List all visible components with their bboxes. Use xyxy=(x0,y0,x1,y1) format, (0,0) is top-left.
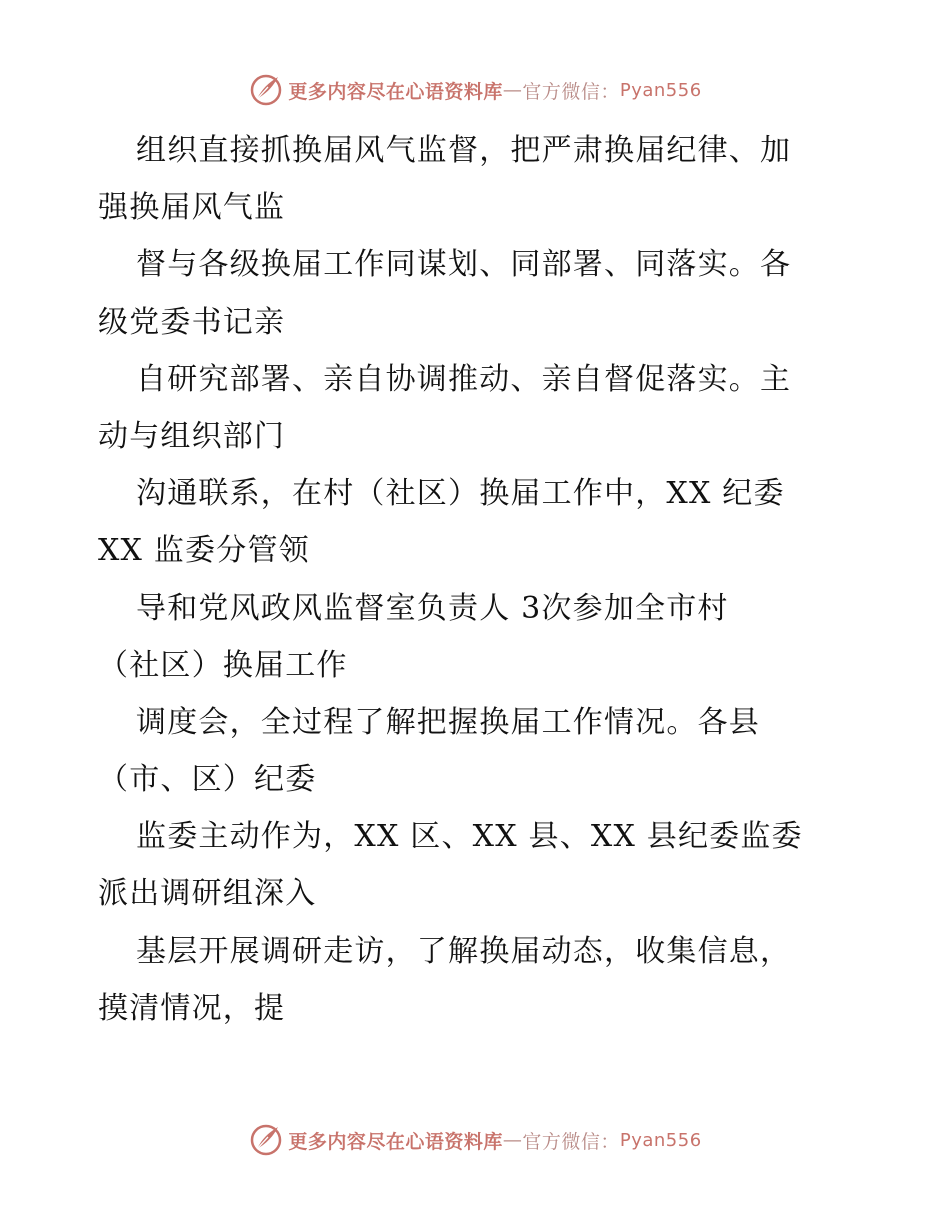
body-line-1: 组织直接抓换届风气监督，把严肃换届纪律、加 xyxy=(136,133,792,168)
body-line-10: （社区）换届工作 xyxy=(98,647,348,683)
watermark-main-text: 更多内容尽在心语资料库 xyxy=(288,80,503,103)
body-line-3: 督与各级换届工作同谋划、同部署、同落实。各 xyxy=(136,247,792,283)
body-line-11: 调度会，全过程了解把握换届工作情况。各县 xyxy=(136,704,760,740)
feather-pen-icon xyxy=(248,1122,284,1158)
body-line-16: 摸清情况，提 xyxy=(98,990,286,1026)
feather-pen-icon xyxy=(248,72,284,108)
body-line-12: （市、区）纪委 xyxy=(98,762,317,798)
body-line-2: 强换届风气监 xyxy=(98,190,286,226)
body-line-9: 导和党风政风监督室负责人 3次参加全市村 xyxy=(136,590,729,626)
watermark-separator: — xyxy=(502,79,523,101)
footer-watermark xyxy=(0,1122,950,1158)
body-line-4: 级党委书记亲 xyxy=(98,304,286,340)
header-watermark xyxy=(0,72,950,108)
body-line-13: 监委主动作为，XX 区、XX 县、XX 县纪委监委 xyxy=(136,819,803,855)
body-line-14: 派出调研组深入 xyxy=(98,876,317,912)
body-line-5: 自研究部署、亲自协调推动、亲自督促落实。主 xyxy=(136,361,792,397)
body-line-15: 基层开展调研走访，了解换届动态，收集信息， xyxy=(136,933,792,969)
body-line-8: XX 监委分管领 xyxy=(98,533,310,569)
watermark-label: 官方微信： xyxy=(522,1130,620,1153)
watermark-main-text: 更多内容尽在心语资料库 xyxy=(288,1130,503,1153)
document-body xyxy=(98,122,878,1037)
watermark-separator: — xyxy=(502,1129,523,1151)
watermark-wechat-id: Pyan556 xyxy=(619,79,702,101)
watermark-wechat-id: Pyan556 xyxy=(619,1129,702,1151)
body-line-6: 动与组织部门 xyxy=(98,418,286,454)
watermark-label: 官方微信： xyxy=(522,80,620,103)
body-line-7: 沟通联系，在村（社区）换届工作中，XX 纪委 xyxy=(136,476,785,512)
